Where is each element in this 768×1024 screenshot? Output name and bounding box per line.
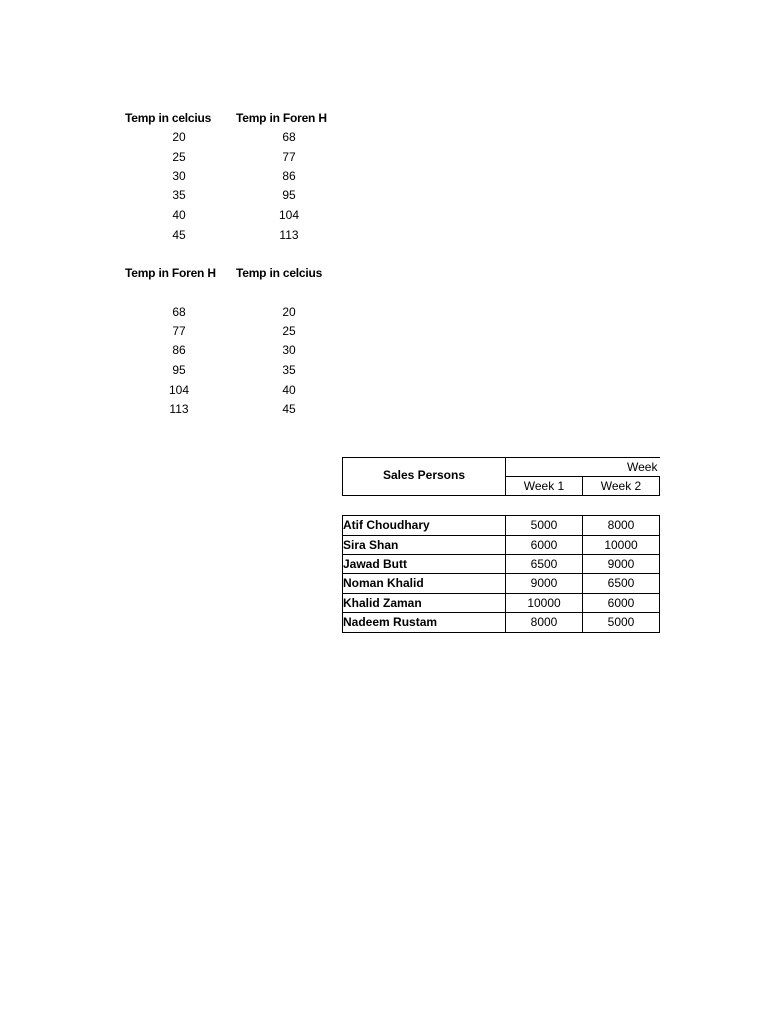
- table2-cell: 104: [168, 383, 190, 397]
- table1-cell: 40: [172, 208, 186, 222]
- week1-value: 5000: [530, 518, 558, 532]
- table1-header-celsius: Temp in celcius: [125, 111, 212, 125]
- table1-cell: 104: [278, 208, 300, 222]
- table1-cell: 20: [172, 130, 186, 144]
- week2-value: 6000: [607, 596, 635, 610]
- table2-cell: 30: [282, 343, 296, 357]
- week2-header: Week 2: [600, 479, 642, 493]
- table2-cell: 86: [172, 343, 186, 357]
- table2-header-celsius: Temp in celcius: [236, 266, 323, 280]
- table1-cell: 25: [172, 150, 186, 164]
- week1-value: 6500: [530, 557, 558, 571]
- table2-cell: 20: [282, 305, 296, 319]
- table1-cell: 113: [279, 228, 299, 242]
- table2-cell: 35: [282, 363, 296, 377]
- week1-value: 10000: [527, 596, 561, 610]
- week1-header: Week 1: [523, 479, 565, 493]
- table1-cell: 35: [172, 188, 186, 202]
- sales-persons-header: Sales Persons: [382, 468, 466, 482]
- table2-cell: 95: [172, 363, 186, 377]
- week2-value: 9000: [607, 557, 635, 571]
- table1-cell: 86: [282, 169, 296, 183]
- table1-cell: 95: [282, 188, 296, 202]
- table2-cell: 45: [282, 402, 296, 416]
- table1-cell: 30: [172, 169, 186, 183]
- table1-header-fahrenheit: Temp in Foren H: [236, 111, 327, 125]
- table2-cell: 77: [172, 324, 186, 338]
- table2-header-fahrenheit: Temp in Foren H: [125, 266, 216, 280]
- sales-person-name: Nadeem Rustam: [343, 615, 438, 629]
- table1-cell: 68: [282, 130, 296, 144]
- table1-cell: 45: [172, 228, 186, 242]
- week1-value: 9000: [530, 576, 558, 590]
- week2-value: 5000: [607, 615, 635, 629]
- table2-cell: 113: [169, 402, 189, 416]
- table2-cell: 68: [172, 305, 186, 319]
- sales-table: [342, 457, 660, 633]
- week1-value: 8000: [530, 615, 558, 629]
- sales-person-name: Atif Choudhary: [343, 518, 430, 532]
- week-group-header: Week: [627, 460, 658, 474]
- table1-cell: 77: [282, 150, 296, 164]
- week2-value: 10000: [604, 538, 638, 552]
- week1-value: 6000: [530, 538, 558, 552]
- table2-cell: 25: [282, 324, 296, 338]
- sales-person-name: Khalid Zaman: [343, 596, 422, 610]
- sales-person-name: Jawad Butt: [343, 557, 408, 571]
- week2-value: 8000: [607, 518, 635, 532]
- sales-person-name: Sira Shan: [343, 538, 399, 552]
- week2-value: 6500: [607, 576, 635, 590]
- sales-person-name: Noman Khalid: [343, 576, 424, 590]
- table2-cell: 40: [282, 383, 296, 397]
